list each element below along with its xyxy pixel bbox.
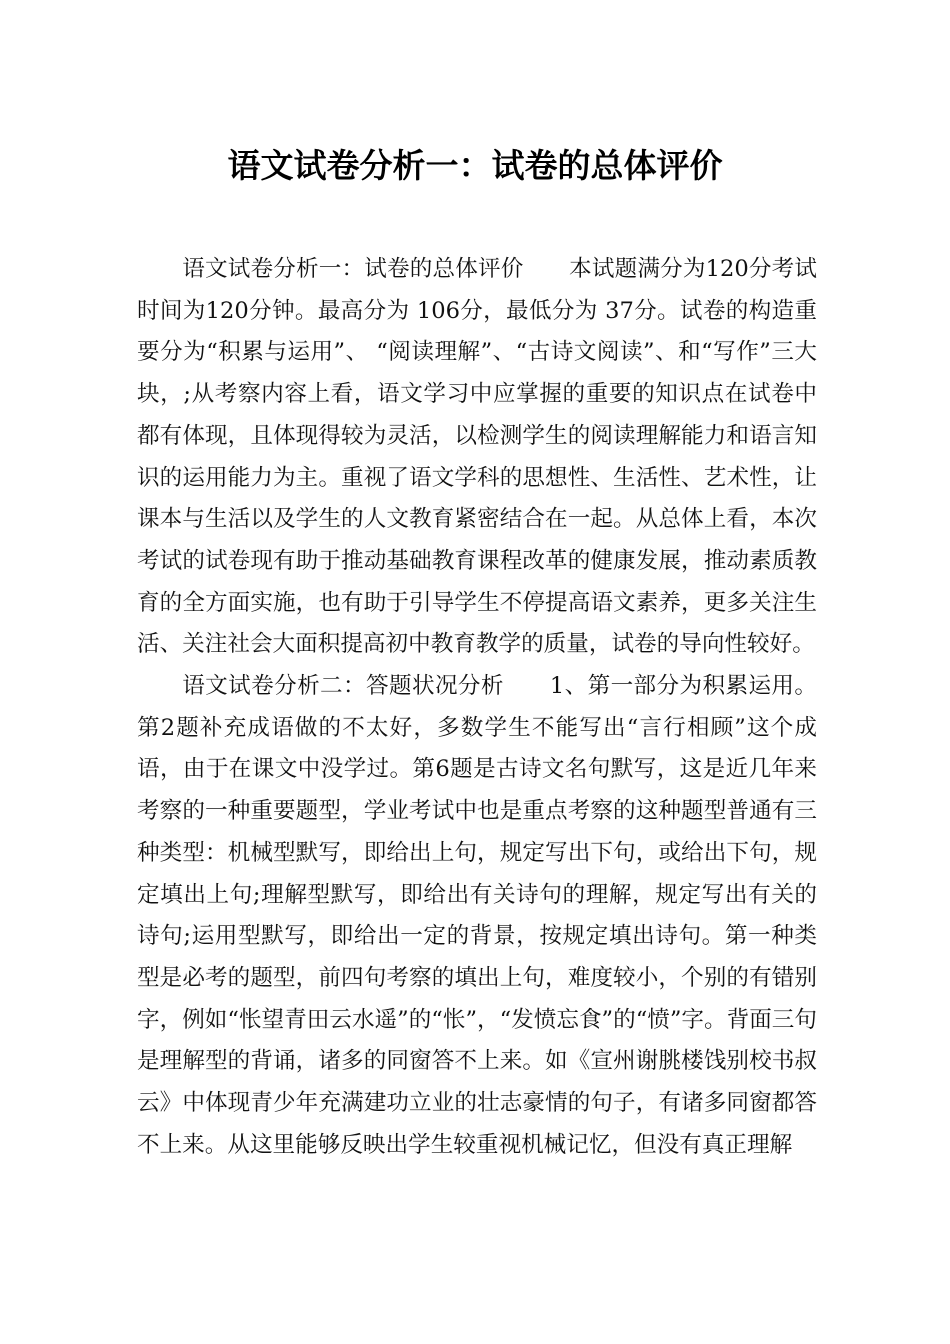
paragraph-overall-evaluation: 语文试卷分析一：试卷的总体评价 本试题满分为120分考试时间为120分钟。最高分为 106分，最低分为 37分。试卷的构造重要分为“积累与运用”、 “阅读理解”、“古诗文阅读”、和“写作”三大块，;从考察内容上看，语文学习中应掌握的重要的知识点在试卷中都有体现，且体现得较为灵活，以检测学生的阅读理解能力和语言知识的运用能力为主。重视了语文学科的思想性、生活性、艺术性，让课本与生活以及学生的人文教育紧密结合在一起。从总体上看，本次考试的试卷现有助于推动基础教育课程改革的健康发展，推动素质教育的全方面实施，也有助于引导学生不停提高语文素养，更多关注生活、关注社会大面积提高初中教育教学的质量，试卷的导向性较好。 bbox=[137, 256, 817, 658]
document-body bbox=[137, 249, 817, 1166]
document-title: 语文试卷分析一：试卷的总体评价 bbox=[227, 146, 723, 185]
paragraph-answer-analysis: 语文试卷分析二：答题状况分析 1、第一部分为积累运用。第2题补充成语做的不太好，多数学生不能写出“言行相顾”这个成语，由于在课文中没学过。第6题是古诗文名句默写，这是近几年来考察的一种重要题型，学业考试中也是重点考察的这种题型普通有三种类型：机械型默写，即给出上句，规定写出下句，或给出下句，规定填出上句;理解型默写，即给出有关诗句的理解，规定写出有关的诗句;运用型默写，即给出一定的背景，按规定填出诗句。第一种类型是必考的题型，前四句考察的填出上句，难度较小，个别的有错别字，例如“怅望青田云水遥”的“怅”，“发愤忘食”的“愤”字。背面三句是理解型的背诵，诸多的同窗答不上来。如《宣州谢朓楼饯别校书叔云》中体现青少年充满建功立业的壮志豪情的句子，有诸多同窗都答不上来。从这里能够反映出学生较重视机械记忆，但没有真正理解 bbox=[137, 673, 817, 1158]
